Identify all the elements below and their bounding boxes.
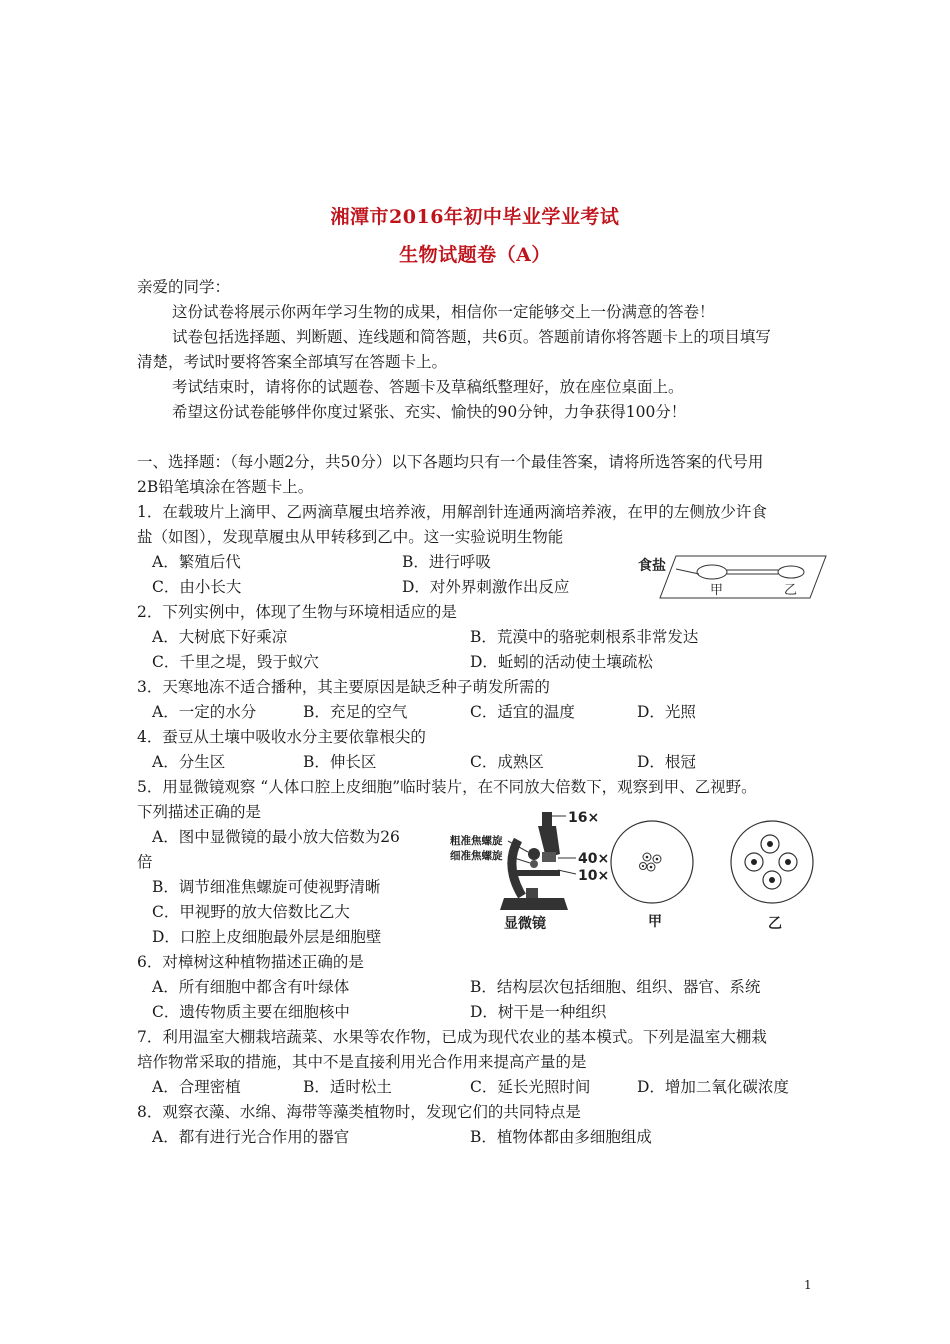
question-4-option-c: C．成熟区 (470, 753, 544, 771)
question-5-option-c: C．甲视野的放大倍数比乙大 (152, 903, 350, 921)
question-7-stem-2: 培作物常采取的措施，其中不是直接利用光合作用来提高产量的是 (137, 1053, 587, 1071)
question-3-option-d: D．光照 (637, 703, 696, 721)
question-6-stem: 6．对樟树这种植物描述正确的是 (137, 953, 364, 971)
question-3-option-b: B．充足的空气 (303, 703, 408, 721)
drop-jia-label: 甲 (710, 583, 724, 598)
greeting: 亲爱的同学： (137, 278, 231, 296)
question-4-option-a: A．分生区 (152, 753, 226, 771)
question-7-option-d: D．增加二氧化碳浓度 (637, 1078, 789, 1096)
question-5-option-b: B．调节细准焦螺旋可使视野清晰 (152, 878, 381, 896)
intro-paragraph-1: 这份试卷将展示你两年学习生物的成果，相信你一定能够交上一份满意的答卷！ (172, 303, 715, 321)
question-4-stem: 4．蚕豆从土壤中吸收水分主要依靠根尖的 (137, 728, 426, 746)
question-1-option-c: C．由小长大 (152, 578, 242, 596)
question-2-option-d: D．蚯蚓的活动使土壤疏松 (470, 653, 653, 671)
section-1-heading: 一、选择题：（每小题2分，共50分）以下各题均只有一个最佳答案，请将所选答案的代号用 (137, 453, 764, 471)
question-5-stem-1: 5．用显微镜观察 “人体口腔上皮细胞”临时装片，在不同放大倍数下，观察到甲、乙视野。 (137, 778, 757, 796)
question-5-option-a-2: 倍 (137, 853, 153, 871)
question-5-option-d: D．口腔上皮细胞最外层是细胞壁 (152, 928, 382, 946)
intro-paragraph-2a: 试卷包括选择题、判断题、连线题和简答题，共6页。答题前请你将答题卡上的项目填写 (172, 328, 771, 346)
objective-10x-label: 10× (578, 868, 610, 884)
drop-yi-label: 乙 (784, 583, 798, 598)
question-2-option-c: C．千里之堤，毁于蚁穴 (152, 653, 319, 671)
question-6-option-a: A．所有细胞中都含有叶绿体 (152, 978, 350, 996)
question-1-option-d: D．对外界刺激作出反应 (402, 578, 570, 596)
field-of-view-yi (731, 821, 813, 903)
question-6-option-c: C．遗传物质主要在细胞核中 (152, 1003, 350, 1021)
question-8-option-b: B．植物体都由多细胞组成 (470, 1128, 652, 1146)
intro-paragraph-4: 希望这份试卷能够伴你度过紧张、充实、愉快的90分钟，力争获得100分！ (172, 403, 687, 421)
section-1-note: 2B铅笔填涂在答题卡上。 (137, 478, 314, 496)
question-6-option-d: D．树干是一种组织 (470, 1003, 607, 1021)
microscope-label: 显微镜 (504, 916, 546, 932)
question-2-option-a: A．大树底下好乘凉 (152, 628, 288, 646)
objective-40x-label: 40× (578, 851, 610, 867)
coarse-focus-label: 粗准焦螺旋 (450, 835, 503, 847)
exam-title: 湘潭市2016年初中毕业学业考试 (330, 206, 620, 228)
question-4-option-b: B．伸长区 (303, 753, 377, 771)
question-1-option-a: A．繁殖后代 (152, 553, 241, 571)
question-5-option-a-1: A．图中显微镜的最小放大倍数为26 (152, 828, 400, 846)
intro-paragraph-3: 考试结束时，请将你的试题卷、答题卡及草稿纸整理好，放在座位桌面上。 (172, 378, 684, 396)
salt-label: 食盐 (638, 558, 666, 574)
field-yi-label: 乙 (768, 916, 782, 932)
slide-figure (636, 548, 830, 604)
question-3-option-a: A．一定的水分 (152, 703, 257, 721)
question-1-option-b: B．进行呼吸 (402, 553, 491, 571)
field-jia-label: 甲 (648, 914, 662, 930)
microscope-icon (500, 812, 568, 910)
microscope-figure (448, 806, 824, 936)
question-7-option-a: A．合理密植 (152, 1078, 241, 1096)
page-number: 1 (804, 1278, 812, 1292)
fine-focus-label: 细准焦螺旋 (450, 850, 503, 862)
question-8-option-a: A．都有进行光合作用的器官 (152, 1128, 350, 1146)
question-2-stem: 2．下列实例中，体现了生物与环境相适应的是 (137, 603, 457, 621)
question-7-option-c: C．延长光照时间 (470, 1078, 591, 1096)
intro-paragraph-2b: 清楚，考试时要将答案全部填写在答题卡上。 (137, 353, 448, 371)
question-5-stem-2: 下列描述正确的是 (137, 803, 262, 821)
question-3-stem: 3．天寒地冻不适合播种，其主要原因是缺乏种子萌发所需的 (137, 678, 550, 696)
question-1-stem-1: 1．在载玻片上滴甲、乙两滴草履虫培养液，用解剖针连通两滴培养液，在甲的左侧放少许食 (137, 503, 767, 521)
question-2-option-b: B．荒漠中的骆驼刺根系非常发达 (470, 628, 699, 646)
question-1-stem-2: 盐（如图），发现草履虫从甲转移到乙中。这一实验说明生物能 (137, 528, 564, 546)
eyepiece-16x-label: 16× (568, 810, 600, 826)
question-6-option-b: B．结构层次包括细胞、组织、器官、系统 (470, 978, 761, 996)
question-3-option-c: C．适宜的温度 (470, 703, 575, 721)
field-of-view-jia (611, 821, 693, 903)
exam-subtitle: 生物试题卷（A） (399, 244, 551, 266)
question-8-stem: 8．观察衣藻、水绵、海带等藻类植物时，发现它们的共同特点是 (137, 1103, 581, 1121)
question-7-stem-1: 7．利用温室大棚栽培蔬菜、水果等农作物，已成为现代农业的基本模式。下列是温室大棚栽 (137, 1028, 767, 1046)
question-7-option-b: B．适时松土 (303, 1078, 392, 1096)
question-4-option-d: D．根冠 (637, 753, 696, 771)
